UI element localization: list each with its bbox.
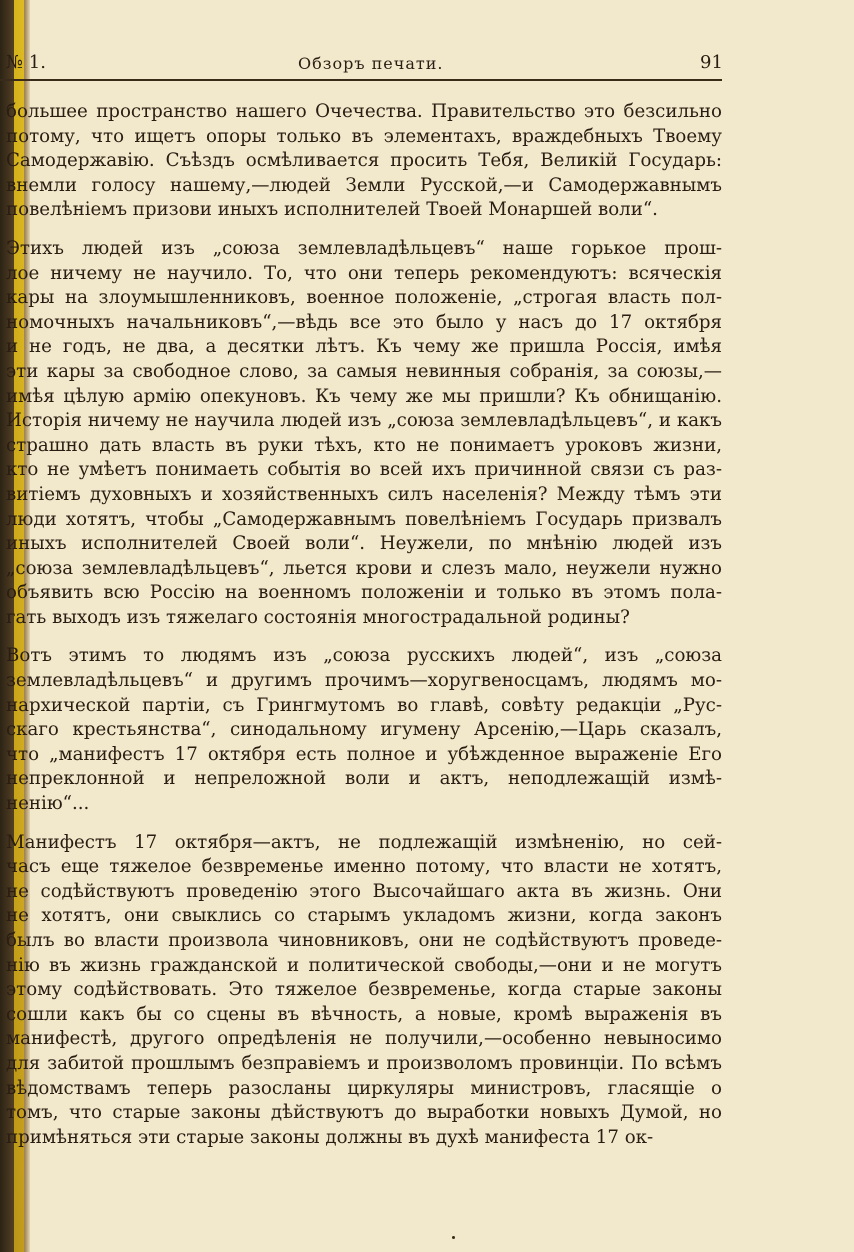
text-line: номочныхъ начальниковъ“,—вѣдь все это было у насъ до 17 октября bbox=[6, 311, 722, 333]
print-speck bbox=[452, 1236, 455, 1239]
text-line: большее пространство нашего Очечества. Правительство это безсильно bbox=[6, 101, 722, 122]
body-text bbox=[6, 100, 722, 1150]
text-line: не хотятъ, они свыклись со старымъ укладомъ жизни, когда законъ bbox=[6, 905, 722, 927]
text-line: люди хотятъ, чтобы „Самодержавнымъ повелѣніемъ Государь призвалъ bbox=[6, 508, 722, 530]
text-line: витіемъ духовныхъ и хозяйственныхъ силъ населенія? Между тѣмъ эти bbox=[6, 483, 722, 505]
text-line: кто не умѣетъ понимаеть событія во всей ихъ причинной связи съ раз- bbox=[6, 459, 722, 481]
paragraph-gap bbox=[6, 223, 722, 237]
text-line: потому, что ищетъ опоры только въ элементахъ, враждебныхъ Твоему bbox=[6, 125, 722, 147]
text-line: повелѣніемъ призови иныхъ исполнителей Твоей Монаршей воли“. bbox=[6, 199, 658, 221]
text-line: скаго крестьянства“, синодальному игумену Арсенію,—Царь сказалъ, bbox=[6, 719, 722, 741]
paragraph bbox=[6, 100, 722, 223]
text-line: нархической партіи, съ Грингмутомъ во главѣ, совѣту редакціи „Рус- bbox=[6, 694, 722, 716]
text-line: этому содѣйствовать. Это тяжелое безвременье, когда старые законы bbox=[6, 979, 722, 1001]
paragraph-gap bbox=[6, 817, 722, 831]
section-title: Обзоръ печати. bbox=[298, 54, 444, 73]
paragraph bbox=[6, 644, 722, 816]
text-line: нію въ жизнь гражданской и политической свободы,—они и не могутъ bbox=[6, 954, 722, 976]
text-line: Самодержавію. Съѣздъ осмѣливается просить Тебя, Великій Государь: bbox=[6, 150, 722, 172]
text-line: иныхъ исполнителей Своей воли“. Неужели, по мнѣнію людей изъ bbox=[6, 533, 722, 555]
text-line: для забитой прошлымъ безправіемъ и произволомъ провинціи. По всѣмъ bbox=[6, 1052, 722, 1074]
paragraph bbox=[6, 831, 722, 1151]
text-line: вѣдомствамъ теперь разосланы циркуляры министровъ, гласящіе о bbox=[6, 1077, 722, 1099]
text-line: что „манифестъ 17 октября есть полное и убѣжденное выраженіе Его bbox=[6, 743, 722, 765]
text-line: Исторія ничему не научила людей изъ „союза землевладѣльцевъ“, и какъ bbox=[6, 410, 722, 432]
text-line: ненію“... bbox=[6, 793, 90, 815]
text-line: лое ничему не научило. То, что они теперь рекомендуютъ: всяческія bbox=[6, 262, 722, 284]
issue-number: № 1. bbox=[6, 52, 46, 73]
text-line: имѣя цѣлую армію опекуновъ. Къ чему же мы пришли? Къ обнищанію. bbox=[6, 385, 722, 407]
text-line: кары на злоумышленниковъ, военное положеніе, „строгая власть пол- bbox=[6, 287, 722, 309]
text-line: внемли голосу нашему,—людей Земли Русской,—и Самодержавнымъ bbox=[6, 174, 722, 196]
text-line: страшно дать власть въ руки тѣхъ, кто не понимаетъ уроковъ жизни, bbox=[6, 434, 722, 456]
text-line: Манифестъ 17 октября—актъ, не подлежащій измѣненію, но сей- bbox=[6, 831, 722, 853]
header-rule bbox=[0, 79, 722, 81]
text-line: не содѣйствуютъ проведенію этого Высочайшаго акта въ жизнь. Они bbox=[6, 880, 722, 902]
text-line: и не годъ, не два, а десятки лѣтъ. Къ чему же пришла Россія, имѣя bbox=[6, 336, 722, 358]
text-line: землевладѣльцевъ“ и другимъ прочимъ—хоругвеносцамъ, людямъ мо- bbox=[6, 670, 722, 692]
text-line: примѣняться эти старые законы должны въ духѣ манифеста 17 ок- bbox=[6, 1126, 654, 1148]
paragraph bbox=[6, 237, 722, 631]
paragraph-gap bbox=[6, 630, 722, 644]
text-line: „союза землевладѣльцевъ“, льется крови и слезъ мало, неужели нужно bbox=[6, 557, 722, 579]
text-line: гать выходъ изъ тяжелаго состоянія многострадальной родины? bbox=[6, 606, 630, 628]
page-number: 91 bbox=[700, 52, 723, 73]
text-line: Вотъ этимъ то людямъ изъ „союза русскихъ людей“, изъ „союза bbox=[6, 645, 722, 667]
text-line: часъ еще тяжелое безвременье именно потому, что власти не хотятъ, bbox=[6, 856, 722, 878]
text-line: эти кары за свободное слово, за самыя невинныя собранія, за союзы,— bbox=[6, 360, 722, 382]
text-line: томъ, что старые законы дѣйствуютъ до выработки новыхъ Думой, но bbox=[6, 1102, 722, 1124]
text-line: непреклонной и непреложной воли и актъ, неподлежащій измѣ- bbox=[6, 768, 722, 790]
text-line: былъ во власти произвола чиновниковъ, они не содѣйствуютъ проведе- bbox=[6, 930, 722, 951]
text-line: Этихъ людей изъ „союза землевладѣльцевъ“ наше горькое прош- bbox=[6, 237, 722, 259]
text-line: объявить всю Россію на военномъ положеніи и только въ этомъ пола- bbox=[6, 582, 722, 604]
page-header bbox=[0, 52, 722, 78]
text-line: сошли какъ бы со сцены въ вѣчность, а новые, кромѣ выраженія въ bbox=[6, 1003, 722, 1025]
text-line: манифестѣ, другого опредѣленія не получили,—особенно невыносимо bbox=[6, 1028, 722, 1050]
